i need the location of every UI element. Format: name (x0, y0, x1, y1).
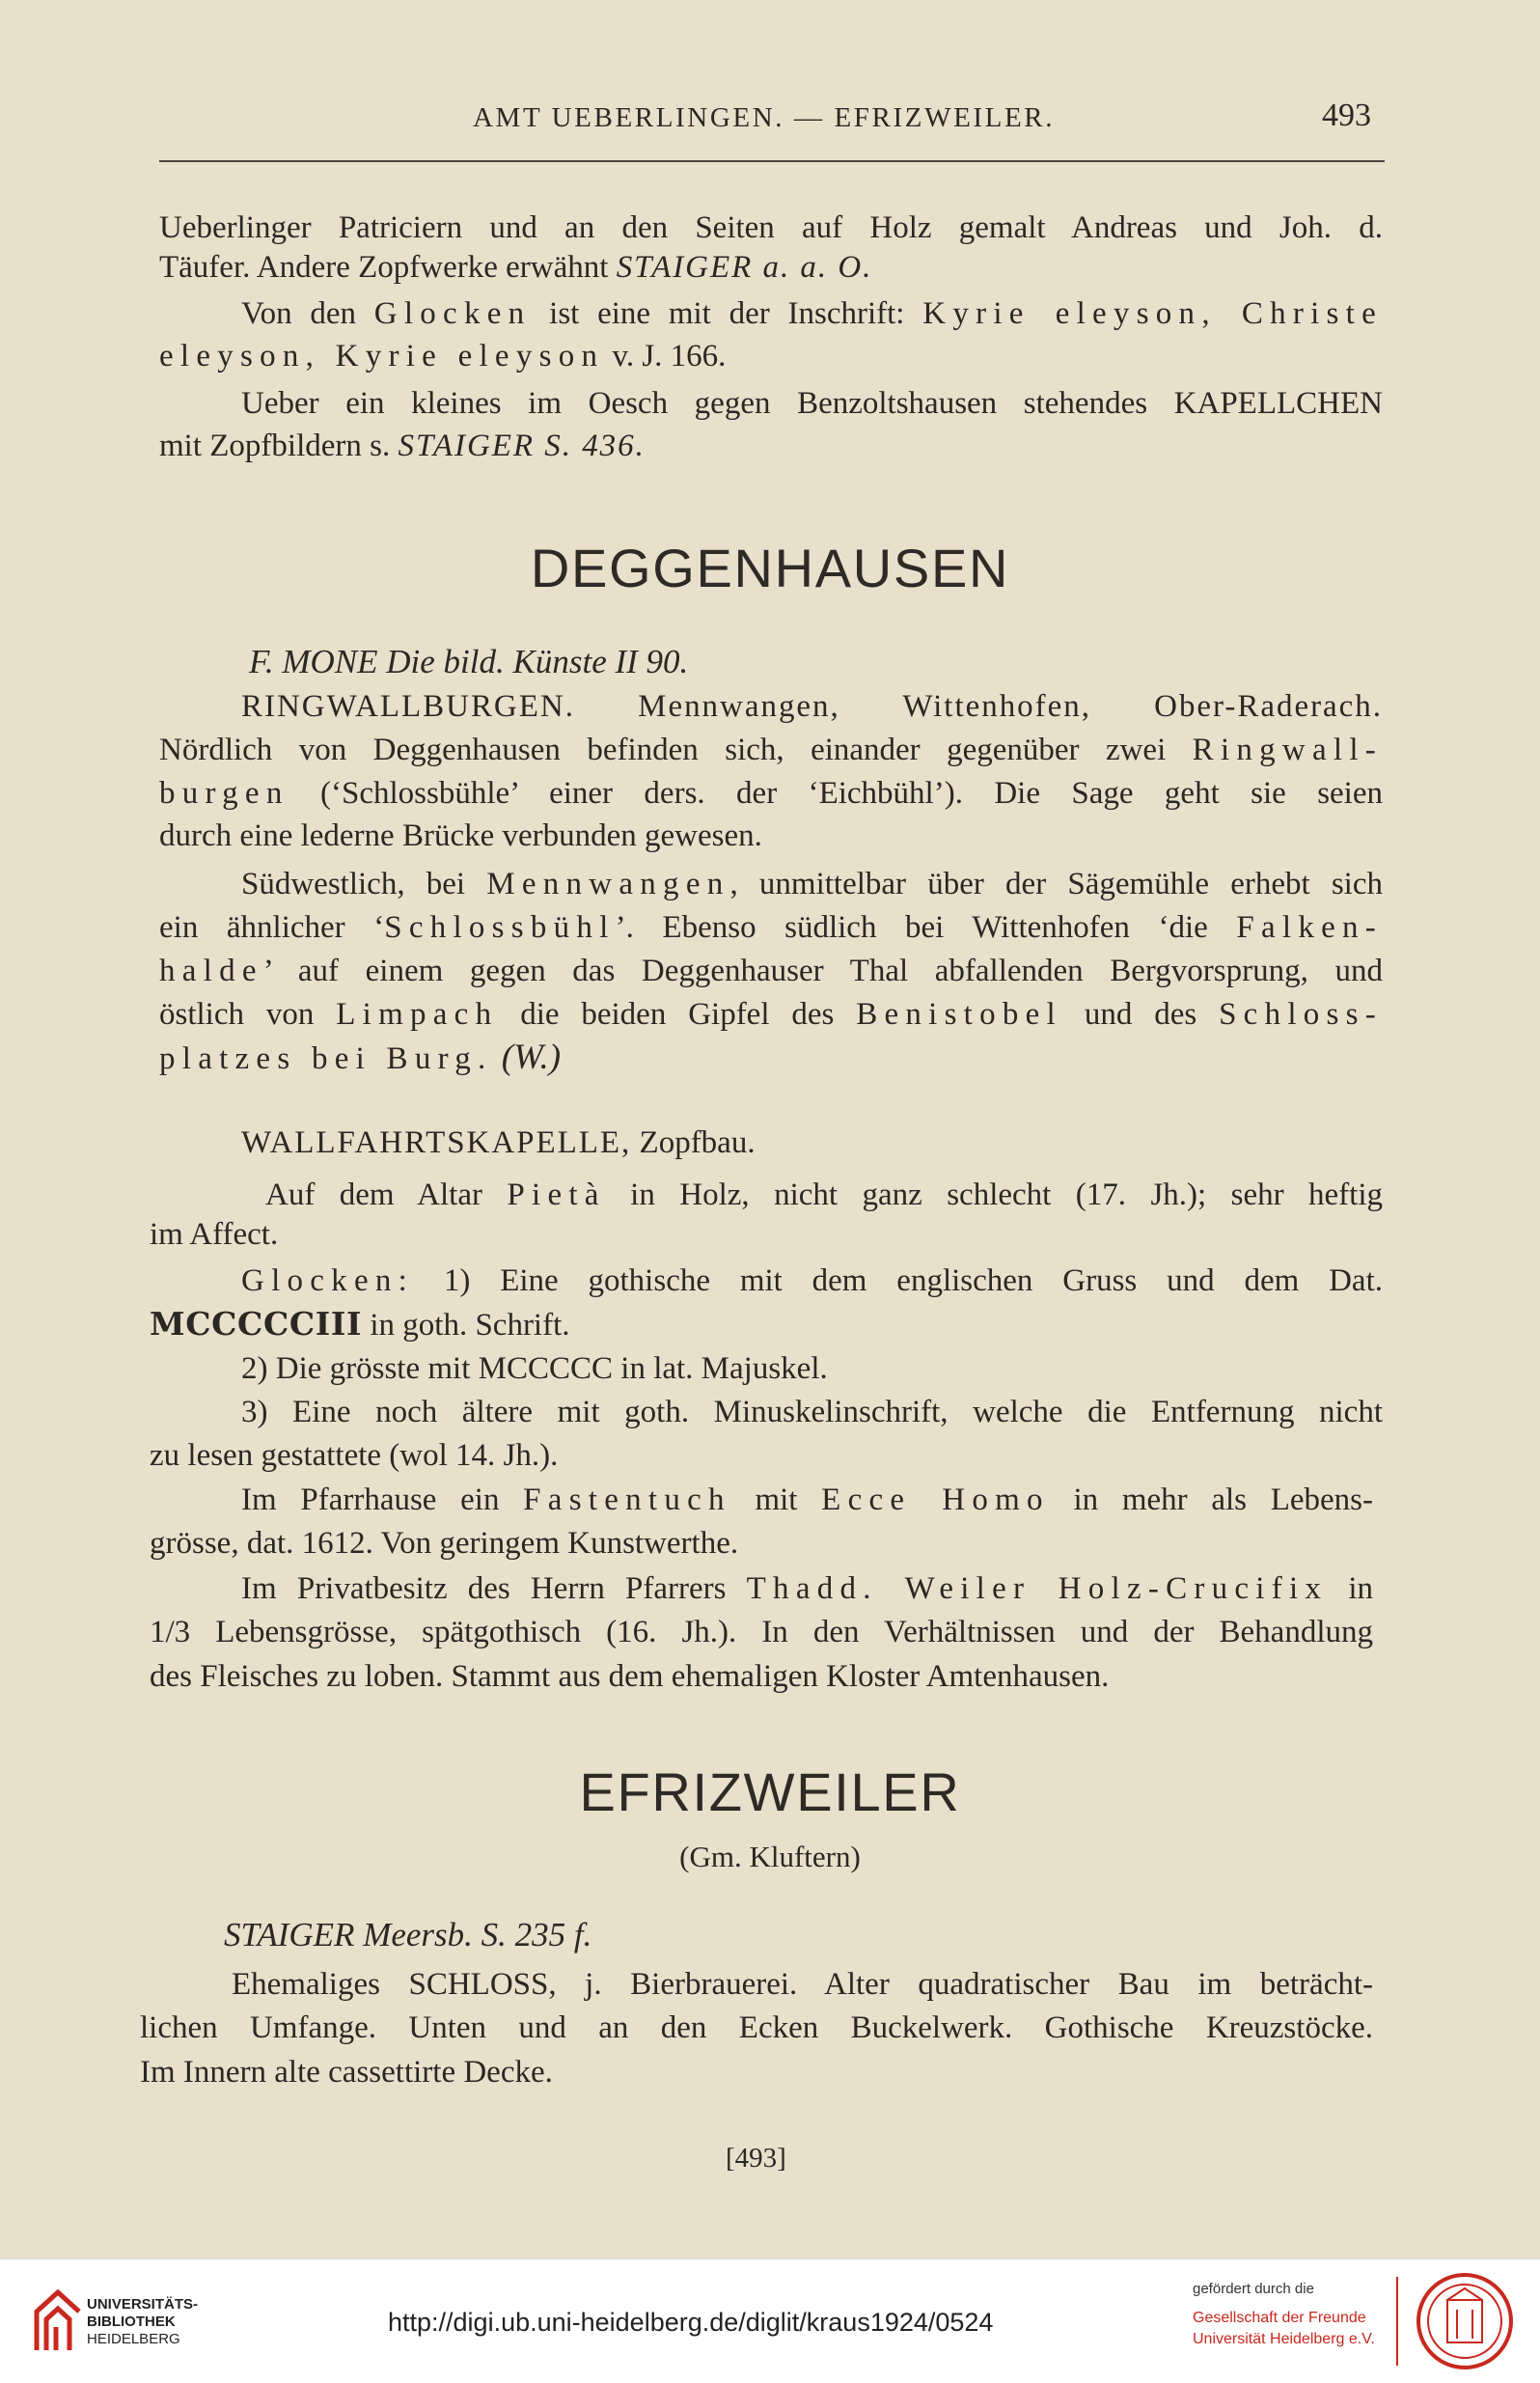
text-line (241, 294, 1383, 333)
author-initial: (W.) (492, 1038, 562, 1077)
text-span: Nördlich von Deggenhausen befinden sich, einander gegenüber zwei (159, 733, 1193, 767)
section-heading: DEGGENHAUSEN (530, 538, 1010, 598)
text-line (241, 865, 1383, 903)
spaced-text: Limpach (336, 997, 499, 1032)
printed-page-number: [493] (726, 2143, 786, 2174)
text-span: Südwestlich, bei (241, 867, 487, 901)
text-line (159, 952, 1383, 990)
spaced-text: Kyrie eleyson, Christe (922, 296, 1383, 331)
text-line (150, 1305, 570, 1344)
sponsor-label: gefördert durch die (1193, 2281, 1314, 2297)
spaced-text: Benistobel (856, 997, 1062, 1032)
text-line: Ueberlinger Patriciern und an den Seiten auf Holz gemalt Andreas und Joh. d. (159, 210, 1383, 245)
text-span: v. J. 166. (604, 339, 727, 374)
head-rule (159, 160, 1385, 162)
section-subtitle: (Gm. Kluftern) (679, 1840, 861, 1873)
permalink-url[interactable]: http://digi.ub.uni-heidelberg.de/diglit/kraus1924/0524 (388, 2308, 994, 2337)
sponsor-name[interactable] (1193, 2308, 1375, 2350)
library-name-line: HEIDELBERG (87, 2331, 180, 2347)
text-span: Zopfbau. (631, 1125, 756, 1160)
section-heading: EFRIZWEILER (579, 1761, 961, 1822)
text-line (241, 1569, 1373, 1608)
spaced-text: Schlossbühl (384, 910, 616, 945)
text-line: zu lesen gestattete (wol 14. Jh.). (150, 1438, 559, 1473)
text-span: die beiden Gipfel des (498, 997, 857, 1032)
text-line (159, 337, 726, 375)
text-span: in mehr als Lebens- (1049, 1482, 1373, 1517)
library-name-line: BIBLIOTHEK (87, 2314, 176, 2330)
university-seal-icon (1415, 2271, 1515, 2371)
text-line (241, 687, 1383, 726)
text-line: Ehemaliges SCHLOSS, j. Bierbrauerei. Alter quadratischer Bau im beträcht- (232, 1967, 1373, 2002)
spaced-text: burgen (159, 776, 289, 811)
running-head-page-number: 493 (1322, 97, 1371, 133)
text-span: Täufer. Andere Zopfwerke erwähnt (159, 250, 617, 285)
text-line (241, 1481, 1373, 1519)
spaced-text: Mennwangen (486, 867, 730, 901)
text-span: ein ähnlicher ‘ (159, 910, 385, 945)
text-span: Im Privatbesitz des Herrn Pfarrers (241, 1571, 747, 1606)
text-line: Im Innern alte cassettirte Decke. (140, 2055, 553, 2090)
text-span: , unmittelbar über der Sägemühle erhebt sich (729, 867, 1383, 901)
spaced-text: Fastentuch (523, 1482, 731, 1517)
text-span: ’. Ebenso südlich bei Wittenhofen ‘die (615, 910, 1237, 945)
citation-text: STAIGER S. 436. (398, 429, 646, 463)
digital-library-footer (0, 2258, 1540, 2383)
spaced-text: Falken- (1236, 910, 1383, 945)
text-line (265, 1176, 1383, 1214)
text-line: 3) Eine noch ältere mit goth. Minuskelinschrift, welche die Entfernung nicht (241, 1395, 1383, 1429)
text-line (159, 427, 646, 465)
text-line: im Affect. (150, 1217, 279, 1252)
text-span: in (1328, 1571, 1373, 1606)
text-span: östlich von (159, 997, 337, 1032)
text-span: Von den (241, 296, 374, 331)
section-reference: F. MONE Die bild. Künste II 90. (249, 643, 689, 680)
text-span: (‘Schlossbühle’ einer ders. der ‘Eichbühl’). Die Sage geht sie seien (289, 776, 1383, 811)
text-line: des Fleisches zu loben. Stammt aus dem ehemaligen Kloster Amtenhausen. (150, 1659, 1110, 1694)
running-head-title: AMT UEBERLINGEN. — EFRIZWEILER. (473, 102, 1056, 133)
text-line: 2) Die grösste mit MCCCCC in lat. Majuskel. (241, 1351, 828, 1386)
spaced-text: halde (159, 954, 263, 988)
section-reference: STAIGER Meersb. S. 235 f. (224, 1916, 592, 1954)
spaced-text: platzes bei Burg. (159, 1041, 493, 1076)
text-span: in Holz, nicht ganz schlecht (17. Jh.); sehr heftig (605, 1178, 1384, 1212)
text-span: mit Zopfbildern s. (159, 429, 399, 463)
text-line (241, 1123, 756, 1162)
text-line (159, 908, 1383, 947)
citation-text: STAIGER a. a. O. (616, 250, 873, 285)
library-name (87, 2296, 198, 2348)
text-span: und des (1061, 997, 1220, 1032)
spaced-text: Thadd. Weiler Holz-Crucifix (746, 1571, 1329, 1606)
university-library-logo-icon[interactable] (29, 2283, 87, 2360)
text-span: Auf dem Altar (265, 1178, 508, 1212)
text-line (159, 1039, 561, 1078)
sponsor-name-line: Universität Heidelberg e.V. (1193, 2331, 1375, 2347)
text-line: Ueber ein kleines im Oesch gegen Benzoltshausen stehendes KAPELLCHEN (241, 386, 1383, 421)
text-line (241, 1261, 1383, 1300)
spaced-text: Pietà (507, 1178, 606, 1212)
library-name-line: UNIVERSITÄTS- (87, 2296, 199, 2313)
text-span: in goth. Schrift. (362, 1308, 570, 1343)
text-line: durch eine lederne Brücke verbunden gewesen. (159, 818, 762, 853)
gothic-date: MCCCCCIII (150, 1305, 363, 1343)
spaced-text: Glocken: (241, 1263, 415, 1298)
spaced-text: Schloss- (1219, 997, 1383, 1032)
text-span: ist eine mit der Inschrift: (531, 296, 923, 331)
text-span: Mennwangen, Wittenhofen, Ober-Raderach. (574, 689, 1383, 724)
text-span: ’ auf einem gegen das Deggenhauser Thal abfallenden Bergvorsprung, und (262, 954, 1383, 988)
text-span: 1) Eine gothische mit dem englischen Gruss und dem Dat. (414, 1263, 1383, 1298)
caps-text: WALLFAHRTSKAPELLE, (241, 1125, 632, 1160)
text-line (159, 995, 1383, 1034)
spaced-text: eleyson, Kyrie eleyson (159, 339, 605, 374)
text-line (159, 731, 1383, 769)
text-line: lichen Umfange. Unten und an den Ecken Buckelwerk. Gothische Kreuzstöcke. (140, 2010, 1373, 2045)
text-line: grösse, dat. 1612. Von geringem Kunstwerthe. (150, 1526, 739, 1561)
sponsor-name-line: Gesellschaft der Freunde (1193, 2310, 1366, 2326)
spaced-text: Ecce Homo (821, 1482, 1050, 1517)
text-line: 1/3 Lebensgrösse, spätgothisch (16. Jh.). In den Verhältnissen und der Behandlung (150, 1615, 1373, 1649)
text-line (159, 248, 872, 287)
footer-divider (1396, 2277, 1398, 2366)
text-line (159, 774, 1383, 813)
caps-text: RINGWALLBURGEN. (241, 689, 575, 724)
spaced-text: Glocken (373, 296, 532, 331)
spaced-text: Ringwall- (1192, 733, 1383, 767)
text-span: Im Pfarrhause ein (241, 1482, 524, 1517)
text-span: mit (730, 1482, 822, 1517)
